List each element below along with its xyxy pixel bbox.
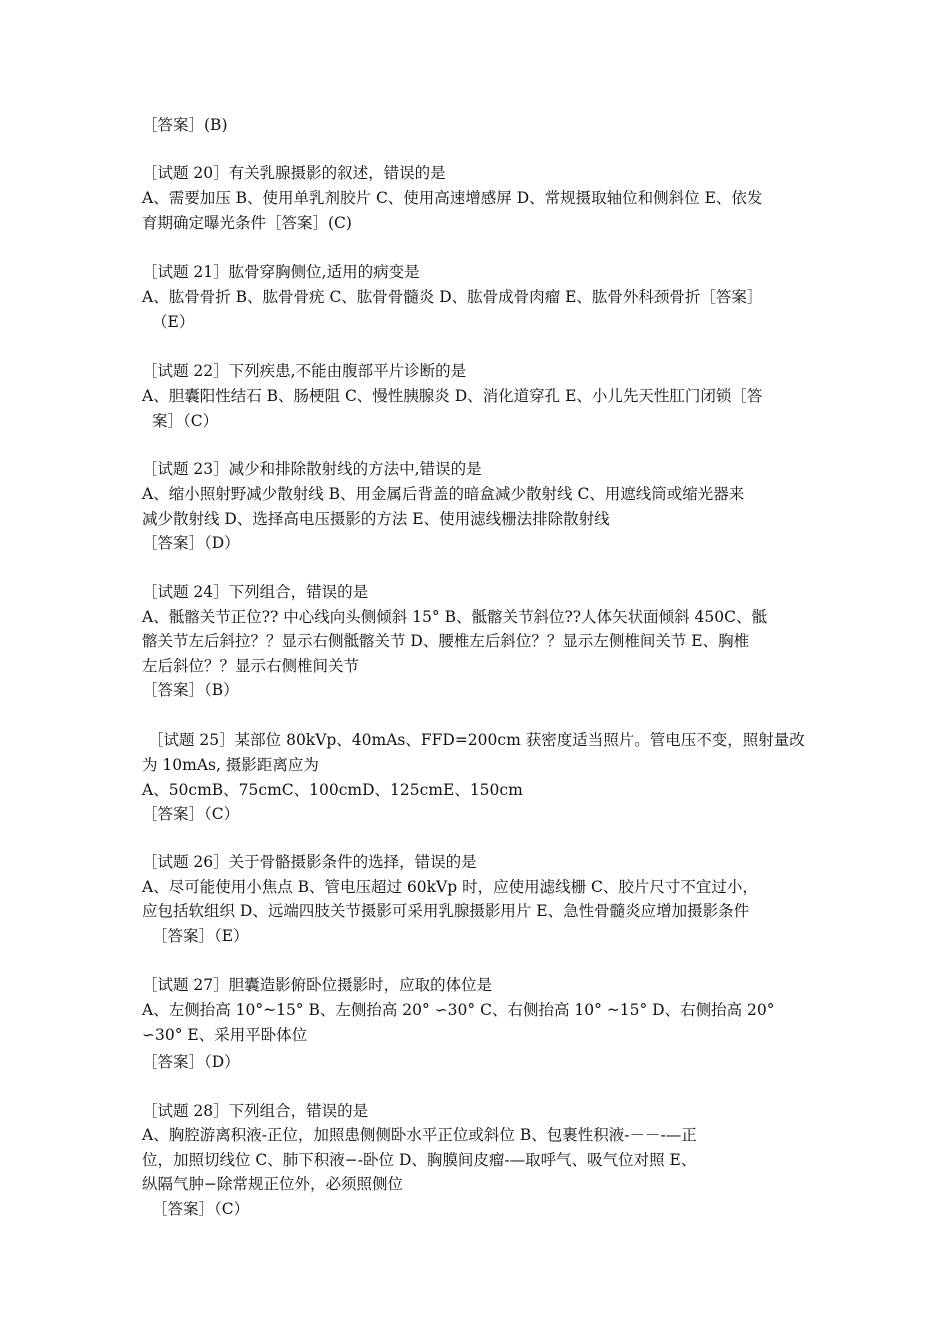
question-24-options-2: 髂关节左后斜拉？？显示右侧骶髂关节 D、腰椎左后斜位？？显示左侧椎间关节 E、胸椎 — [142, 632, 750, 650]
question-22-title: ［试题 22］下列疾患,不能由腹部平片诊断的是 — [142, 362, 467, 380]
question-26-options-2: 应包括软组织 D、远端四肢关节摄影可采用乳腺摄影用片 E、急性骨髓炎应增加摄影条件 — [142, 902, 750, 920]
question-24-options-1: A、骶髂关节正位?? 中心线向头侧倾斜 15° B、骶髂关节斜位??人体矢状面倾斜 450C、骶 — [142, 608, 767, 626]
question-28-options-3: 纵隔气肿−除常规正位外，必须照侧位 — [142, 1175, 403, 1193]
answer-22: 案］（C） — [152, 412, 219, 430]
question-20-title: ［试题 20］有关乳腺摄影的叙述，错误的是 — [142, 164, 446, 182]
question-28-options-2: 位，加照切线位 C、肺下积液−-卧位 D、胸膜间皮瘤-—取呼气、吸气位对照 E、 — [142, 1151, 697, 1169]
question-26-options-1: A、尽可能使用小焦点 B、管电压超过 60kVp 时，应使用滤线栅 C、胶片尺寸不宜过小， — [142, 878, 758, 896]
question-27-options-1: A、左侧抬高 10°~15° B、左侧抬高 20° ∽30° C、右侧抬高 10° ~15° D、右侧抬高 20° — [142, 1001, 775, 1019]
question-20-options-1: A、需要加压 B、使用单乳剂胶片 C、使用高速增感屏 D、常规摄取轴位和侧斜位 E、依发 — [142, 189, 763, 207]
question-23-title: ［试题 23］减少和排除散射线的方法中,错误的是 — [142, 460, 482, 478]
question-24-title: ［试题 24］下列组合，错误的是 — [142, 583, 369, 601]
answer-19: ［答案］(B) — [142, 116, 228, 134]
question-23-options-1: A、缩小照射野减少散射线 B、用金属后背盖的暗盒减少散射线 C、用遮线筒或缩光器来 — [142, 485, 745, 503]
question-23-options-2: 减少散射线 D、选择高电压摄影的方法 E、使用滤线栅法排除散射线 — [142, 510, 610, 528]
answer-21: （E） — [152, 313, 195, 331]
answer-26: ［答案］（E） — [152, 927, 249, 945]
question-28-title: ［试题 28］下列组合，错误的是 — [142, 1102, 369, 1120]
answer-23: ［答案］（D） — [142, 534, 240, 552]
question-20-options-2: 育期确定曝光条件［答案］(C) — [142, 214, 352, 232]
answer-24: ［答案］（B） — [142, 681, 239, 699]
question-21-title: ［试题 21］肱骨穿胸侧位,适用的病变是 — [142, 263, 420, 281]
question-27-title: ［试题 27］胆囊造影俯卧位摄影时，应取的体位是 — [142, 976, 493, 994]
answer-27: ［答案］（D） — [142, 1053, 240, 1071]
question-21-options: A、肱骨骨折 B、肱骨骨疣 C、肱骨骨髓炎 D、肱骨成骨肉瘤 E、肱骨外科颈骨折［答案］ — [142, 288, 763, 306]
question-25-title-1: ［试题 25］某部位 80kVp、40mAs、FFD=200cm 获密度适当照片。管电压不变，照射量改 — [148, 731, 805, 749]
question-25-options: A、50cmB、75cmC、100cmD、125cmE、150cm — [142, 781, 523, 799]
question-26-title: ［试题 26］关于骨骼摄影条件的选择，错误的是 — [142, 853, 477, 871]
answer-28: ［答案］（C） — [152, 1200, 250, 1218]
question-25-title-2: 为 10mAs, 摄影距离应为 — [142, 756, 319, 774]
answer-25: ［答案］（C） — [142, 805, 240, 823]
question-27-options-2: ∽30° E、采用平卧体位 — [142, 1026, 308, 1044]
question-28-options-1: A、胸腔游离积液-正位，加照患侧侧卧水平正位或斜位 B、包裹性积液-－－-—正 — [142, 1126, 697, 1144]
question-24-options-3: 左后斜位？？显示右侧椎间关节 — [142, 657, 360, 675]
question-22-options: A、胆囊阳性结石 B、肠梗阻 C、慢性胰腺炎 D、消化道穿孔 E、小儿先天性肛门闭锁［答 — [142, 387, 763, 405]
